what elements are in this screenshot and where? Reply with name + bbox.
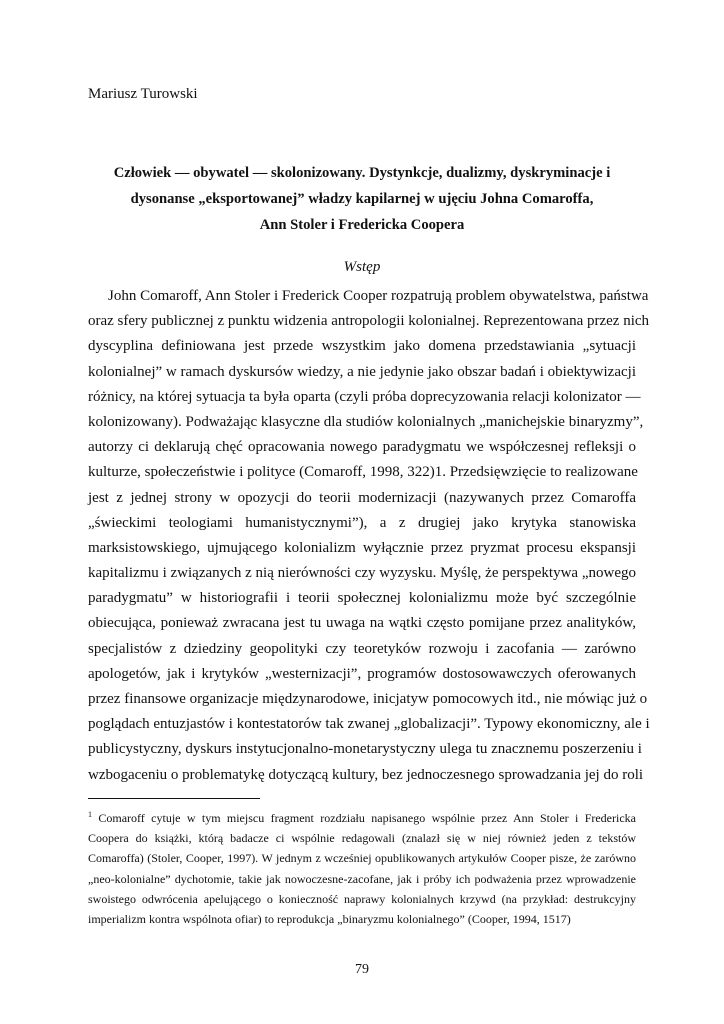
body-line: „świeckimi teologiami humanistycznymi”), a z drugiej jako krytyka stanowiska — [88, 514, 636, 531]
body-line: apologetów, jak i krytyków „westernizacji”, programów dostosowawczych oferowanych — [88, 665, 636, 682]
body-line: wzbogaceniu o problematykę dotyczącą kultury, bez jednoczesnego sprowadzania jej do roli — [88, 766, 644, 783]
author-name: Mariusz Turowski — [88, 86, 198, 102]
body-line: kapitalizmu i związanych z nią nierówności czy wyzysku. Myślę, że perspektywa „nowego — [88, 565, 636, 582]
section-heading: Wstęp — [343, 259, 381, 275]
footnote-line: „neo-kolonialne” dychotomie, takie jak nowoczesne-zacofane, jak i próby ich podważenia przez wprowadzenie — [88, 871, 636, 886]
article-title — [88, 160, 636, 238]
body-line: John Comaroff, Ann Stoler i Frederick Cooper rozpatrują problem obywatelstwa, państwa — [108, 288, 649, 304]
footnote-text: Comaroff cytuje w tym miejscu fragment rozdziału napisanego wspólnie przez Ann Stoler i Fredericka — [98, 811, 636, 825]
page-number: 79 — [355, 962, 369, 977]
body-line: kulturze, społeczeństwie i polityce (Comaroff, 1998, 322)1. Przedsięwzięcie to realizowane — [88, 464, 638, 481]
body-line: oraz sfery publicznej z punktu widzenia antropologii kolonialnej. Reprezentowana przez nich — [88, 313, 650, 330]
body-line: paradygmatu” w historiografii i teorii społecznej kolonializmu może być szczególnie — [88, 590, 636, 607]
body-line: dyscyplina definiowana jest przede wszystkim jako domena przedstawiania „sytuacji — [88, 338, 636, 355]
body-line: kolonizowany). Podważając klasyczne dla studiów kolonialnych „manichejskie binaryzmy”, — [88, 413, 644, 430]
footnote — [88, 808, 636, 929]
footnote-marker: 1 — [88, 810, 92, 819]
body-line: publicystyczny, dyskurs instytucjonalno-monetarystyczny ulega tu znacznemu poszerzeniu i — [88, 741, 642, 758]
body-line: różnicy, na której sytuacja ta była oparta (czyli próba doprecyzowania relacji kolonizator — — [88, 388, 641, 405]
footnote-line: swoistego odwrócenia apelującego o konieczność naprawy kolonialnych krzywd (na przykład: destrukcyjny — [88, 891, 636, 906]
body-line: specjalistów z dziedziny geopolityki czy teoretyków rozwoju i zacofania — zarówno — [88, 640, 636, 657]
footnote-line — [88, 808, 636, 828]
body-line: przez finansowe organizacje międzynarodowe, inicjatyw pomocowych itd., nie mówiąc już o — [88, 691, 648, 707]
footnote-line: Comaroffa) (Stoler, Cooper, 1997). W jednym z wcześniej opublikowanych artykułów Cooper pisze, że zarówno — [88, 851, 636, 866]
title-line: Człowiek — obywatel — skolonizowany. Dystynkcje, dualizmy, dyskryminacje i — [113, 165, 611, 181]
footnote-line: Coopera do książki, którą badacze ci wspólnie redagowali (znalazł się w niej również jeden z tekstów — [88, 831, 636, 846]
footnote-line: imperializm kontra wspólnota ofiar) to reprodukcja „binaryzmu kolonialnego” (Cooper, 1994, 1517) — [88, 911, 571, 926]
body-line: obiecująca, ponieważ zwracana jest tu uwaga na wątki często pomijane przez analityków, — [88, 615, 636, 632]
footnote-separator — [88, 798, 260, 799]
title-line: dysonanse „eksportowanej” władzy kapilarnej w ujęciu Johna Comaroffa, — [130, 191, 594, 207]
body-line: jest z jednej strony w opozycji do teorii modernizacji (nazywanych przez Comaroffa — [88, 489, 636, 506]
body-line: poglądach entuzjastów i kontestatorów tak zwanej „globalizacji”. Typowy ekonomiczny, ale i — [88, 716, 650, 733]
body-line: marksistowskiego, ujmującego kolonializm wyłącznie przez pryzmat procesu ekspansji — [88, 539, 636, 556]
body-paragraph — [88, 284, 650, 788]
body-line: autorzy ci deklarują chęć opracowania nowego paradygmatu we współczesnej refleksji o — [88, 439, 636, 456]
title-line: Ann Stoler i Fredericka Coopera — [259, 217, 465, 233]
body-line: kolonialnej” w ramach dyskursów wiedzy, a nie jedynie jako obszar badań i obiektywizacji — [88, 363, 636, 380]
